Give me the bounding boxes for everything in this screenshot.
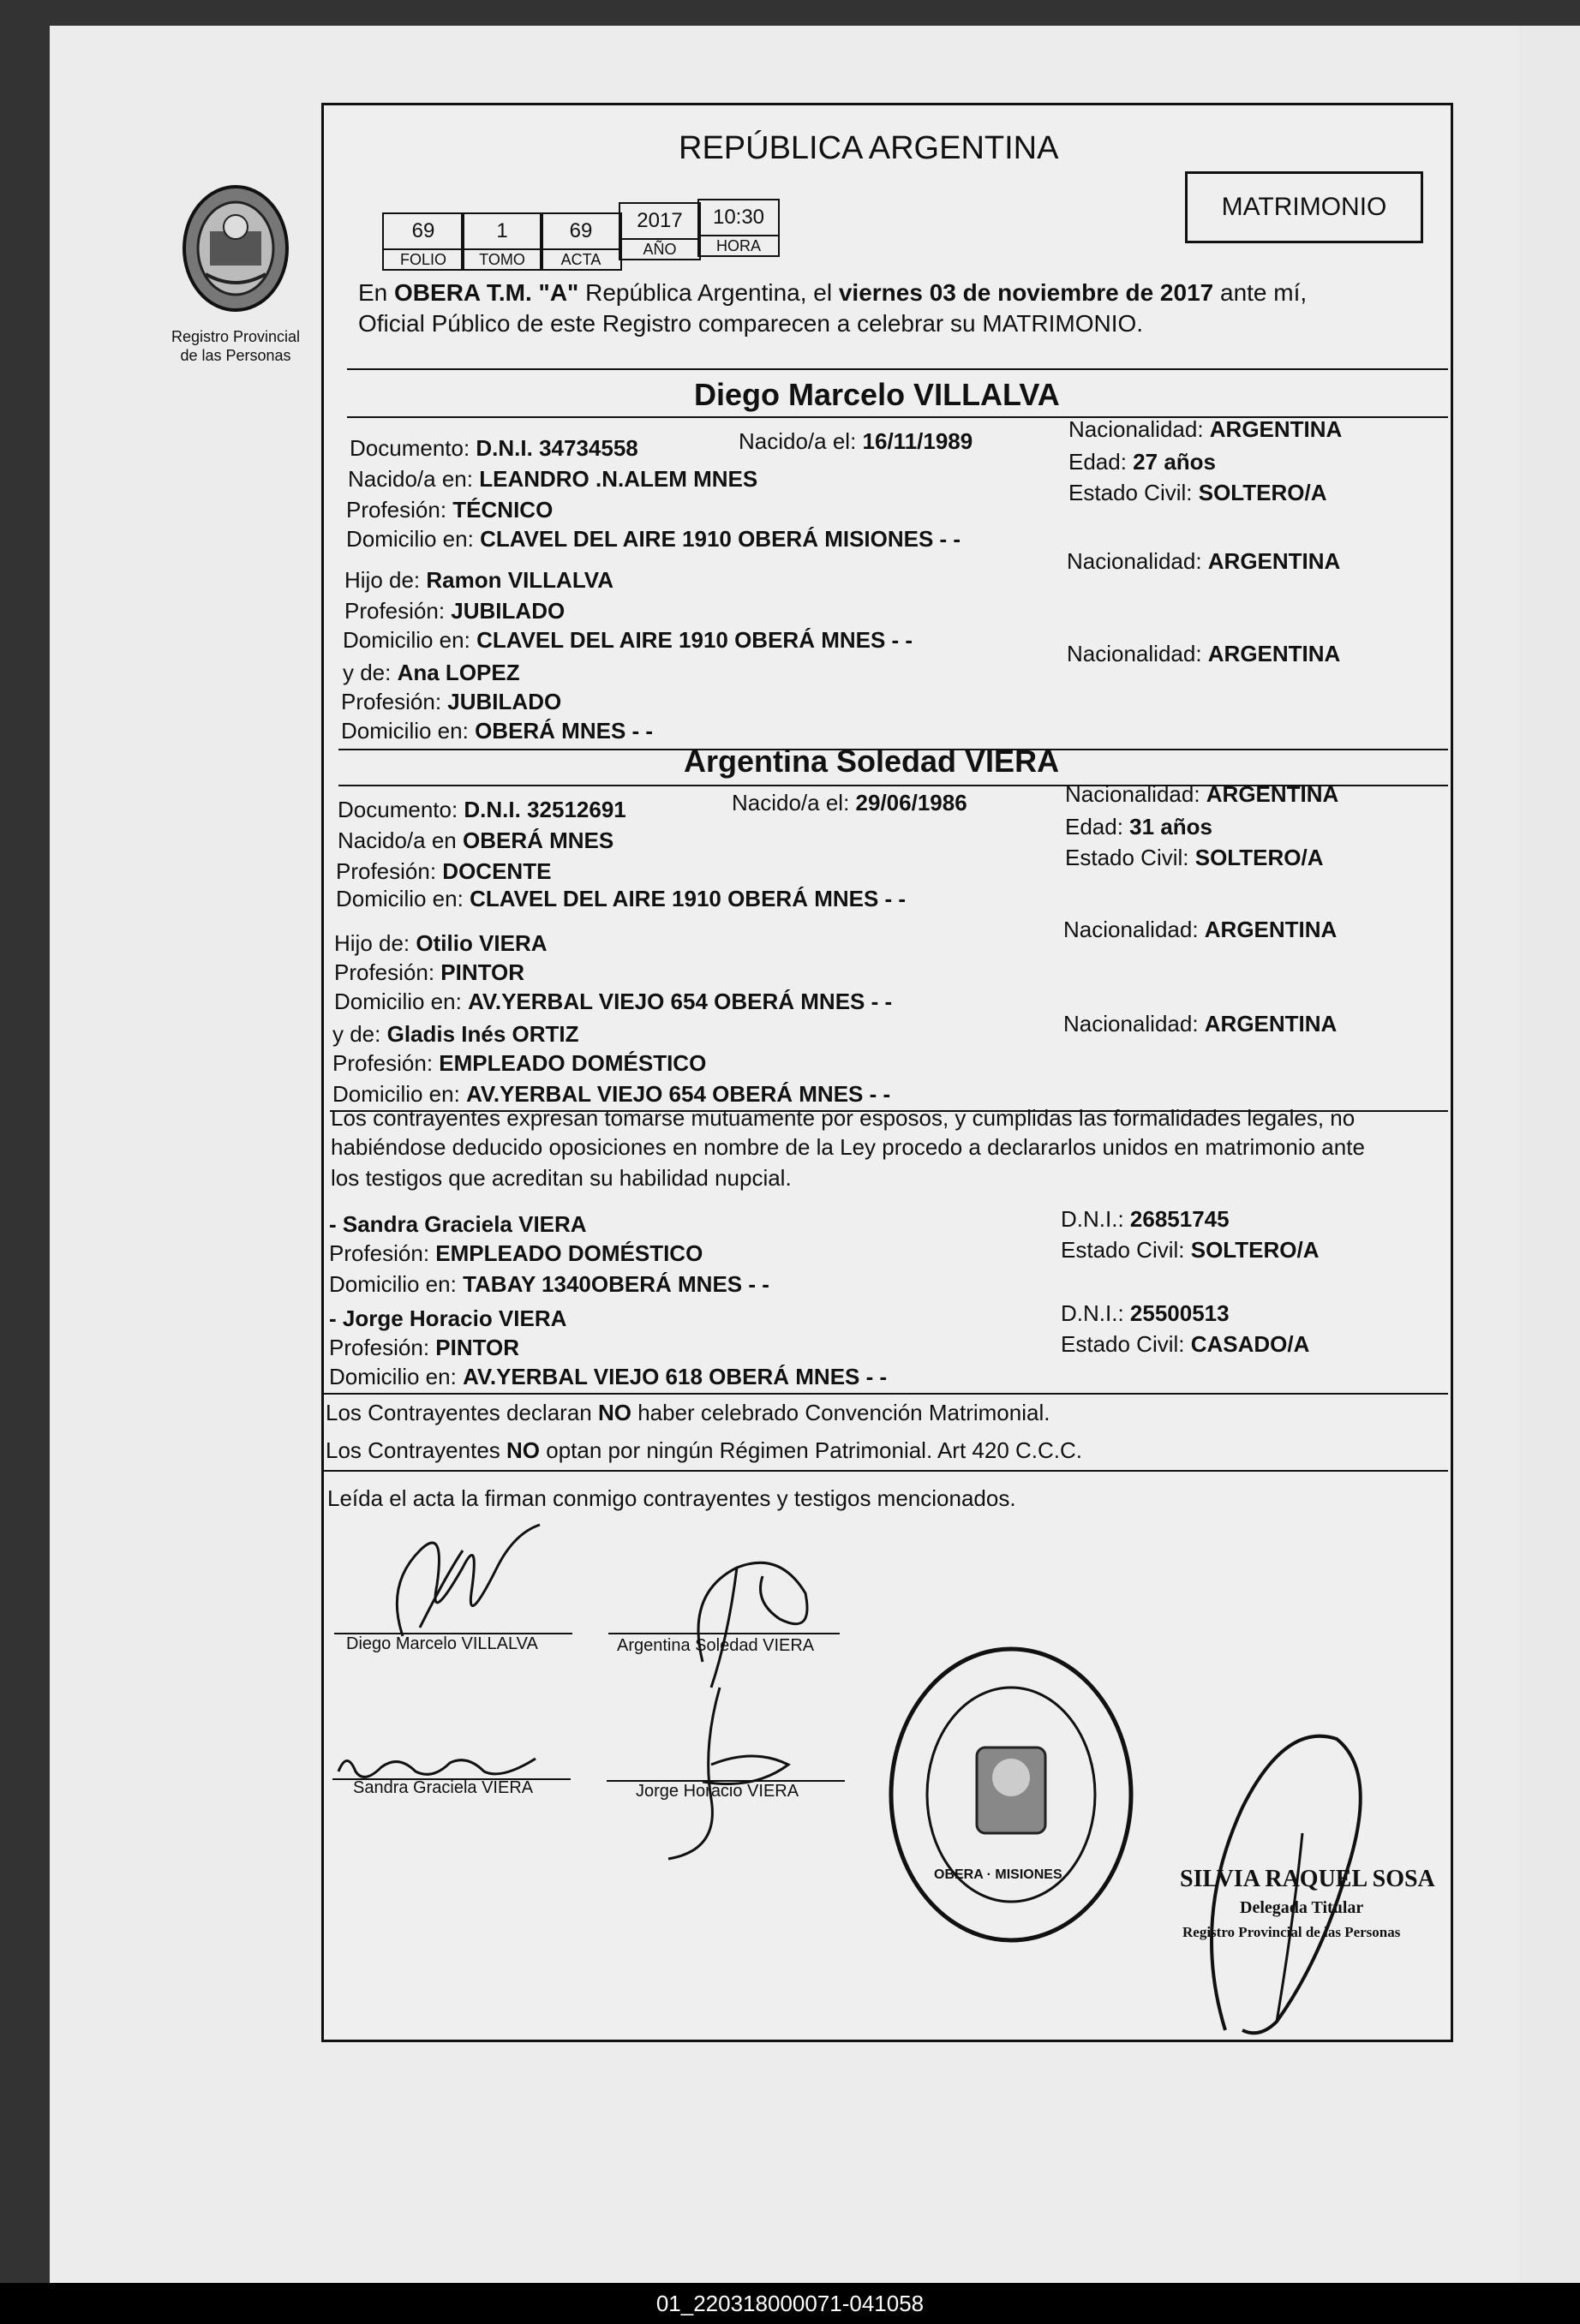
official-organization: Registro Provincial de las Personas bbox=[1182, 1924, 1401, 1940]
witness2-name: - Jorge Horacio VIERA bbox=[329, 1305, 567, 1331]
signature-jorge bbox=[651, 1679, 823, 1872]
spouse1-civil-status: Estado Civil: SOLTERO/A bbox=[1068, 480, 1327, 505]
tomo-label: TOMO bbox=[461, 250, 543, 271]
declaration-line-3: los testigos que acreditan su habilidad nupcial. bbox=[331, 1165, 792, 1191]
spouse2-birthdate: Nacido/a el: 29/06/1986 bbox=[732, 790, 967, 815]
spouse2-profession: Profesión: DOCENTE bbox=[336, 858, 552, 884]
spouse1-address: Domicilio en: CLAVEL DEL AIRE 1910 OBERÁ MISIONES - - bbox=[346, 526, 961, 552]
spouse1-nationality: Nacionalidad: ARGENTINA bbox=[1068, 416, 1343, 442]
province-logo bbox=[171, 180, 300, 326]
regime-line-2: Los Contrayentes NO optan por ningún Régimen Patrimonial. Art 420 C.C.C. bbox=[326, 1437, 1083, 1463]
official-title: Delegada Titular bbox=[1240, 1898, 1364, 1917]
spouse2-name: Argentina Soledad VIERA bbox=[684, 744, 1060, 779]
folio-label: FOLIO bbox=[382, 250, 464, 271]
spouse2-mother-address: Domicilio en: AV.YERBAL VIEJO 654 OBERÁ MNES - - bbox=[332, 1081, 891, 1107]
spouse1-birthdate: Nacido/a el: 16/11/1989 bbox=[739, 428, 973, 454]
witness2-dni: D.N.I.: 25500513 bbox=[1061, 1300, 1230, 1326]
signature-label-argentina: Argentina Soledad VIERA bbox=[617, 1636, 815, 1655]
spouse2-address: Domicilio en: CLAVEL DEL AIRE 1910 OBERÁ MNES - - bbox=[336, 886, 907, 911]
official-name: SILVIA RAQUEL SOSA bbox=[1180, 1866, 1435, 1892]
anio-label: AÑO bbox=[619, 240, 701, 260]
signature-argentina bbox=[651, 1542, 840, 1700]
divider bbox=[324, 1393, 1448, 1395]
spouse1-mother: y de: Ana LOPEZ bbox=[343, 660, 520, 685]
spouse1-father: Hijo de: Ramon VILLALVA bbox=[344, 567, 613, 593]
spouse2-nationality: Nacionalidad: ARGENTINA bbox=[1065, 781, 1339, 807]
spouse1-age: Edad: 27 años bbox=[1068, 449, 1216, 475]
acta-value: 69 bbox=[540, 212, 622, 250]
spouse1-document: Documento: D.N.I. 34734558 bbox=[350, 435, 638, 461]
spouse1-father-profession: Profesión: JUBILADO bbox=[344, 598, 566, 624]
regime-line-1: Los Contrayentes declaran NO haber celebrado Convención Matrimonial. bbox=[326, 1400, 1050, 1425]
declaration-line-1: Los contrayentes expresan tomarse mutuamente por esposos, y cumplidas las formalidades legales, no bbox=[331, 1105, 1356, 1131]
hora-value: 10:30 bbox=[697, 199, 780, 236]
divider bbox=[347, 368, 1448, 370]
declaration-line-2: habiéndose deducido oposiciones en nombre de la Ley procedo a declararlos unidos en matrimonio ante bbox=[331, 1134, 1365, 1160]
spouse2-mother-profession: Profesión: EMPLEADO DOMÉSTICO bbox=[332, 1050, 707, 1076]
signature-label-sandra: Sandra Graciela VIERA bbox=[353, 1778, 534, 1797]
spouse2-age: Edad: 31 años bbox=[1065, 814, 1212, 839]
spouse1-profession: Profesión: TÉCNICO bbox=[346, 497, 554, 523]
intro-line-2: Oficial Público de este Registro comparecen a celebrar su MATRIMONIO. bbox=[358, 310, 1144, 337]
country-title: REPÚBLICA ARGENTINA bbox=[679, 130, 1059, 166]
witness1-profession: Profesión: EMPLEADO DOMÉSTICO bbox=[329, 1240, 703, 1266]
acta-label: ACTA bbox=[540, 250, 622, 271]
spouse1-mother-address: Domicilio en: OBERÁ MNES - - bbox=[341, 718, 654, 744]
witness1-dni: D.N.I.: 26851745 bbox=[1061, 1206, 1230, 1232]
official-stamp bbox=[878, 1636, 1144, 1953]
signing-statement: Leída el acta la firman conmigo contrayentes y testigos mencionados. bbox=[327, 1485, 1016, 1511]
spouse2-father: Hijo de: Otilio VIERA bbox=[334, 930, 548, 956]
spouse1-father-address: Domicilio en: CLAVEL DEL AIRE 1910 OBERÁ MNES - - bbox=[343, 627, 913, 653]
spouse1-mother-profession: Profesión: JUBILADO bbox=[341, 689, 562, 714]
spouse2-civil-status: Estado Civil: SOLTERO/A bbox=[1065, 845, 1324, 870]
signature-line bbox=[608, 1633, 840, 1634]
spouse2-father-profession: Profesión: PINTOR bbox=[334, 959, 525, 985]
intro-line-1: En OBERA T.M. "A" República Argentina, el viernes 03 de noviembre de 2017 ante mí, bbox=[358, 279, 1308, 306]
witness2-civil-status: Estado Civil: CASADO/A bbox=[1061, 1331, 1310, 1357]
stamp-inner-text: OBERA · MISIONES bbox=[934, 1867, 1062, 1882]
spouse1-mother-nationality: Nacionalidad: ARGENTINA bbox=[1067, 641, 1341, 666]
witness1-name: - Sandra Graciela VIERA bbox=[329, 1211, 587, 1237]
folio-value: 69 bbox=[382, 212, 464, 250]
signature-label-jorge: Jorge Horacio VIERA bbox=[636, 1782, 799, 1801]
logo-caption: Registro Provincial de las Personas bbox=[171, 328, 301, 364]
witness2-address: Domicilio en: AV.YERBAL VIEJO 618 OBERÁ MNES - - bbox=[329, 1364, 888, 1389]
spouse1-name: Diego Marcelo VILLALVA bbox=[694, 377, 1060, 412]
spouse1-father-nationality: Nacionalidad: ARGENTINA bbox=[1067, 548, 1341, 574]
scan-id-footer: 01_220318000071-041058 bbox=[0, 2283, 1580, 2324]
witness1-address: Domicilio en: TABAY 1340OBERÁ MNES - - bbox=[329, 1271, 769, 1297]
spouse2-father-nationality: Nacionalidad: ARGENTINA bbox=[1063, 917, 1338, 942]
spouse2-mother-nationality: Nacionalidad: ARGENTINA bbox=[1063, 1011, 1338, 1037]
spouse2-mother: y de: Gladis Inés ORTIZ bbox=[332, 1021, 579, 1047]
spouse1-birthplace: Nacido/a en: LEANDRO .N.ALEM MNES bbox=[348, 466, 758, 492]
hora-label: HORA bbox=[697, 236, 780, 257]
signature-label-villalva: Diego Marcelo VILLALVA bbox=[346, 1634, 538, 1653]
divider bbox=[324, 1470, 1448, 1472]
tomo-value: 1 bbox=[461, 212, 543, 250]
record-type-box: MATRIMONIO bbox=[1185, 171, 1423, 243]
witness1-civil-status: Estado Civil: SOLTERO/A bbox=[1061, 1237, 1320, 1263]
anio-value: 2017 bbox=[619, 202, 701, 240]
signature-villalva bbox=[368, 1516, 566, 1649]
spouse2-father-address: Domicilio en: AV.YERBAL VIEJO 654 OBERÁ MNES - - bbox=[334, 989, 893, 1014]
spouse2-birthplace: Nacido/a en OBERÁ MNES bbox=[338, 827, 614, 853]
spouse2-document: Documento: D.N.I. 32512691 bbox=[338, 797, 626, 822]
witness2-profession: Profesión: PINTOR bbox=[329, 1335, 520, 1360]
